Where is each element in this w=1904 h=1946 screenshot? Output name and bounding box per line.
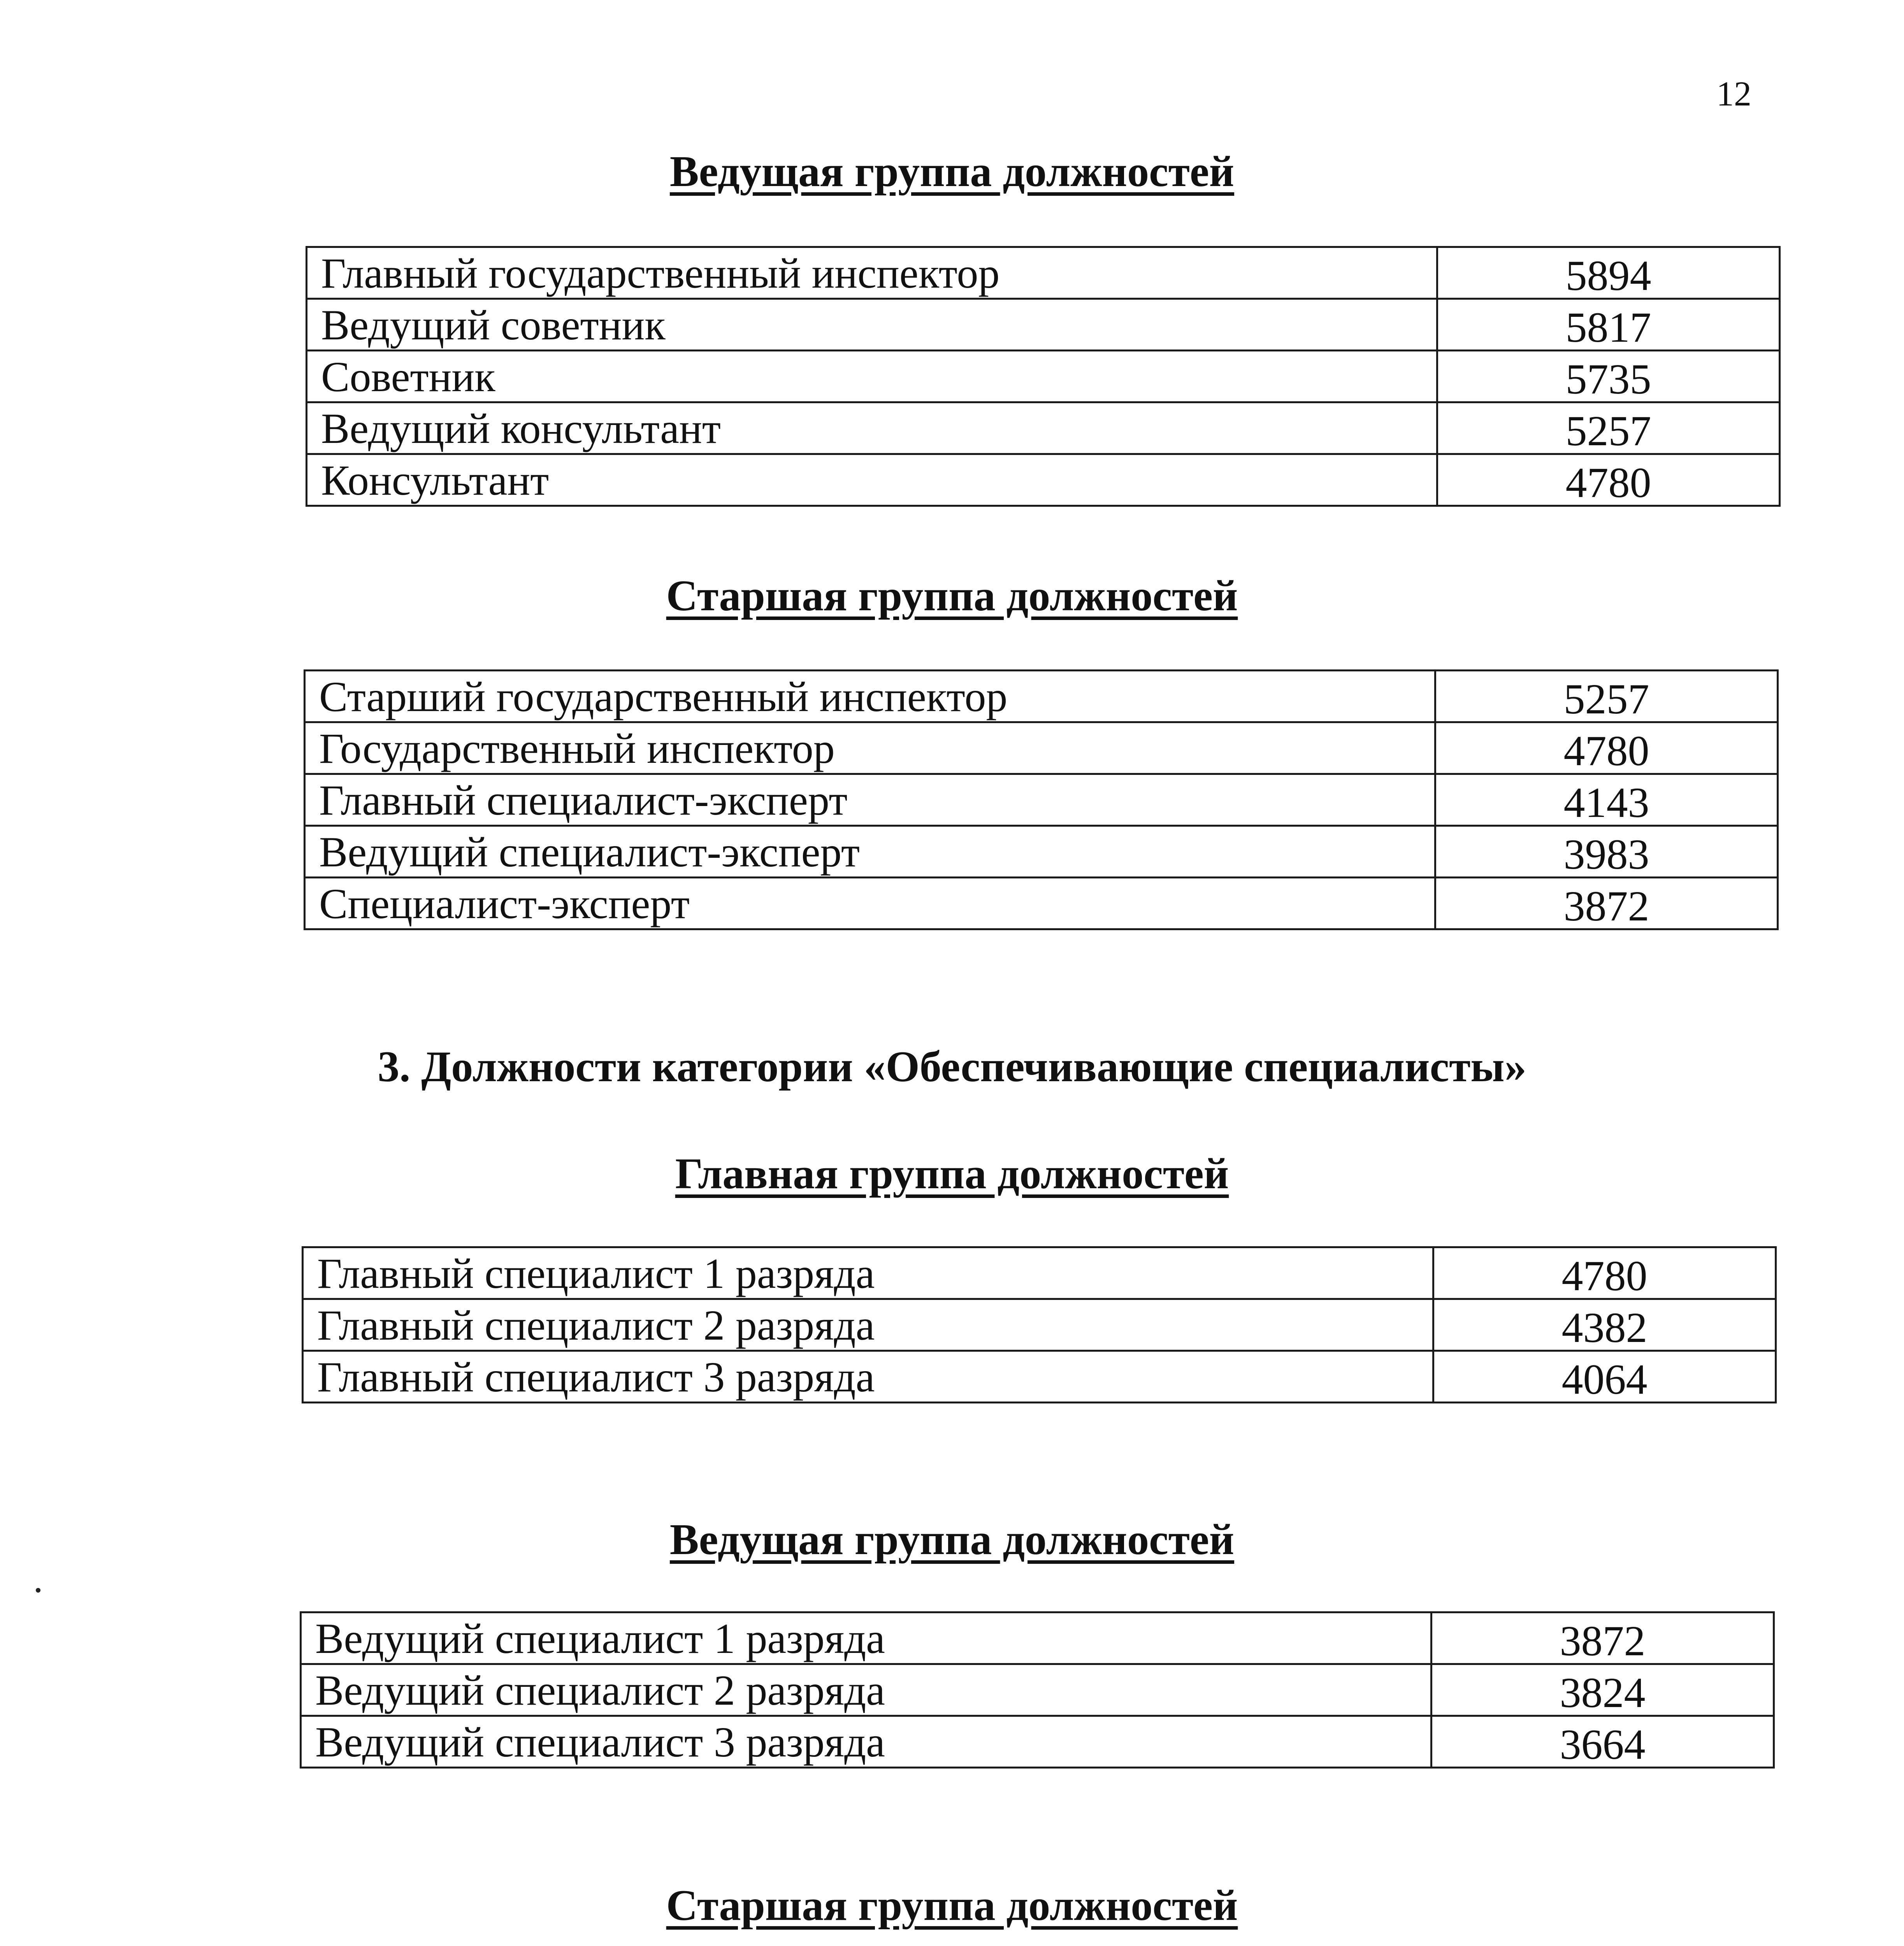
salary-cell: 5817: [1437, 299, 1780, 351]
page-number: 12: [1716, 75, 1751, 113]
position-cell: Ведущий консультант: [307, 402, 1437, 454]
salary-cell: 3872: [1432, 1612, 1774, 1664]
group-heading-leading: Ведущая группа должностей: [669, 148, 1235, 196]
salary-cell: 3824: [1432, 1664, 1774, 1716]
table-row: [303, 1247, 1776, 1299]
position-cell: Ведущий советник: [307, 299, 1437, 351]
position-cell: Старший государственный инспектор: [305, 671, 1435, 722]
table-row: [303, 1299, 1776, 1351]
salary-cell: 4780: [1435, 722, 1778, 774]
salary-cell: 5257: [1437, 402, 1780, 454]
salary-cell: 4382: [1433, 1299, 1776, 1351]
position-cell: Главный государственный инспектор: [307, 247, 1437, 299]
table-row: [307, 351, 1780, 402]
salary-cell: 3664: [1432, 1716, 1774, 1768]
position-cell: Главный специалист 1 разряда: [303, 1247, 1433, 1299]
salary-cell: 4780: [1437, 454, 1780, 506]
group-heading-senior-specialists: Старшая группа должностей: [666, 1881, 1238, 1930]
salary-cell: 5257: [1435, 671, 1778, 722]
position-cell: Ведущий специалист-эксперт: [305, 826, 1435, 878]
salary-cell: 4064: [1433, 1351, 1776, 1403]
position-cell: Советник: [307, 351, 1437, 402]
group-heading-main: Главная группа должностей: [675, 1150, 1229, 1198]
position-cell: Ведущий специалист 3 разряда: [301, 1716, 1432, 1768]
position-cell: Консультант: [307, 454, 1437, 506]
table-row: [301, 1716, 1774, 1768]
salary-table-main: [302, 1246, 1777, 1403]
table-row: [305, 722, 1778, 774]
position-cell: Ведущий специалист 2 разряда: [301, 1664, 1432, 1716]
salary-table-senior: [304, 669, 1779, 930]
table-row: [305, 878, 1778, 929]
salary-cell: 4143: [1435, 774, 1778, 826]
salary-cell: 3872: [1435, 878, 1778, 929]
table-row: [307, 299, 1780, 351]
group-heading-senior: Старшая группа должностей: [666, 572, 1238, 620]
table-row: [305, 671, 1778, 722]
table-row: [307, 454, 1780, 506]
position-cell: Специалист-эксперт: [305, 878, 1435, 929]
table-row: [301, 1612, 1774, 1664]
salary-cell: 3983: [1435, 826, 1778, 878]
table-row: [301, 1664, 1774, 1716]
salary-cell: 4780: [1433, 1247, 1776, 1299]
table-row: [303, 1351, 1776, 1403]
salary-table-leading: [306, 246, 1781, 507]
group-heading-leading-specialists: Ведущая группа должностей: [669, 1516, 1235, 1564]
salary-table-leading-specialists: [300, 1611, 1775, 1769]
salary-cell: 5894: [1437, 247, 1780, 299]
category-title: 3. Должности категории «Обеспечивающие специалисты»: [378, 1043, 1526, 1091]
table-row: [305, 826, 1778, 878]
table-row: [307, 247, 1780, 299]
position-cell: Главный специалист 2 разряда: [303, 1299, 1433, 1351]
salary-cell: 5735: [1437, 351, 1780, 402]
position-cell: Ведущий специалист 1 разряда: [301, 1612, 1432, 1664]
position-cell: Главный специалист 3 разряда: [303, 1351, 1433, 1403]
position-cell: Главный специалист-эксперт: [305, 774, 1435, 826]
table-row: [305, 774, 1778, 826]
scan-speck: [36, 1588, 40, 1593]
table-row: [307, 402, 1780, 454]
position-cell: Государственный инспектор: [305, 722, 1435, 774]
